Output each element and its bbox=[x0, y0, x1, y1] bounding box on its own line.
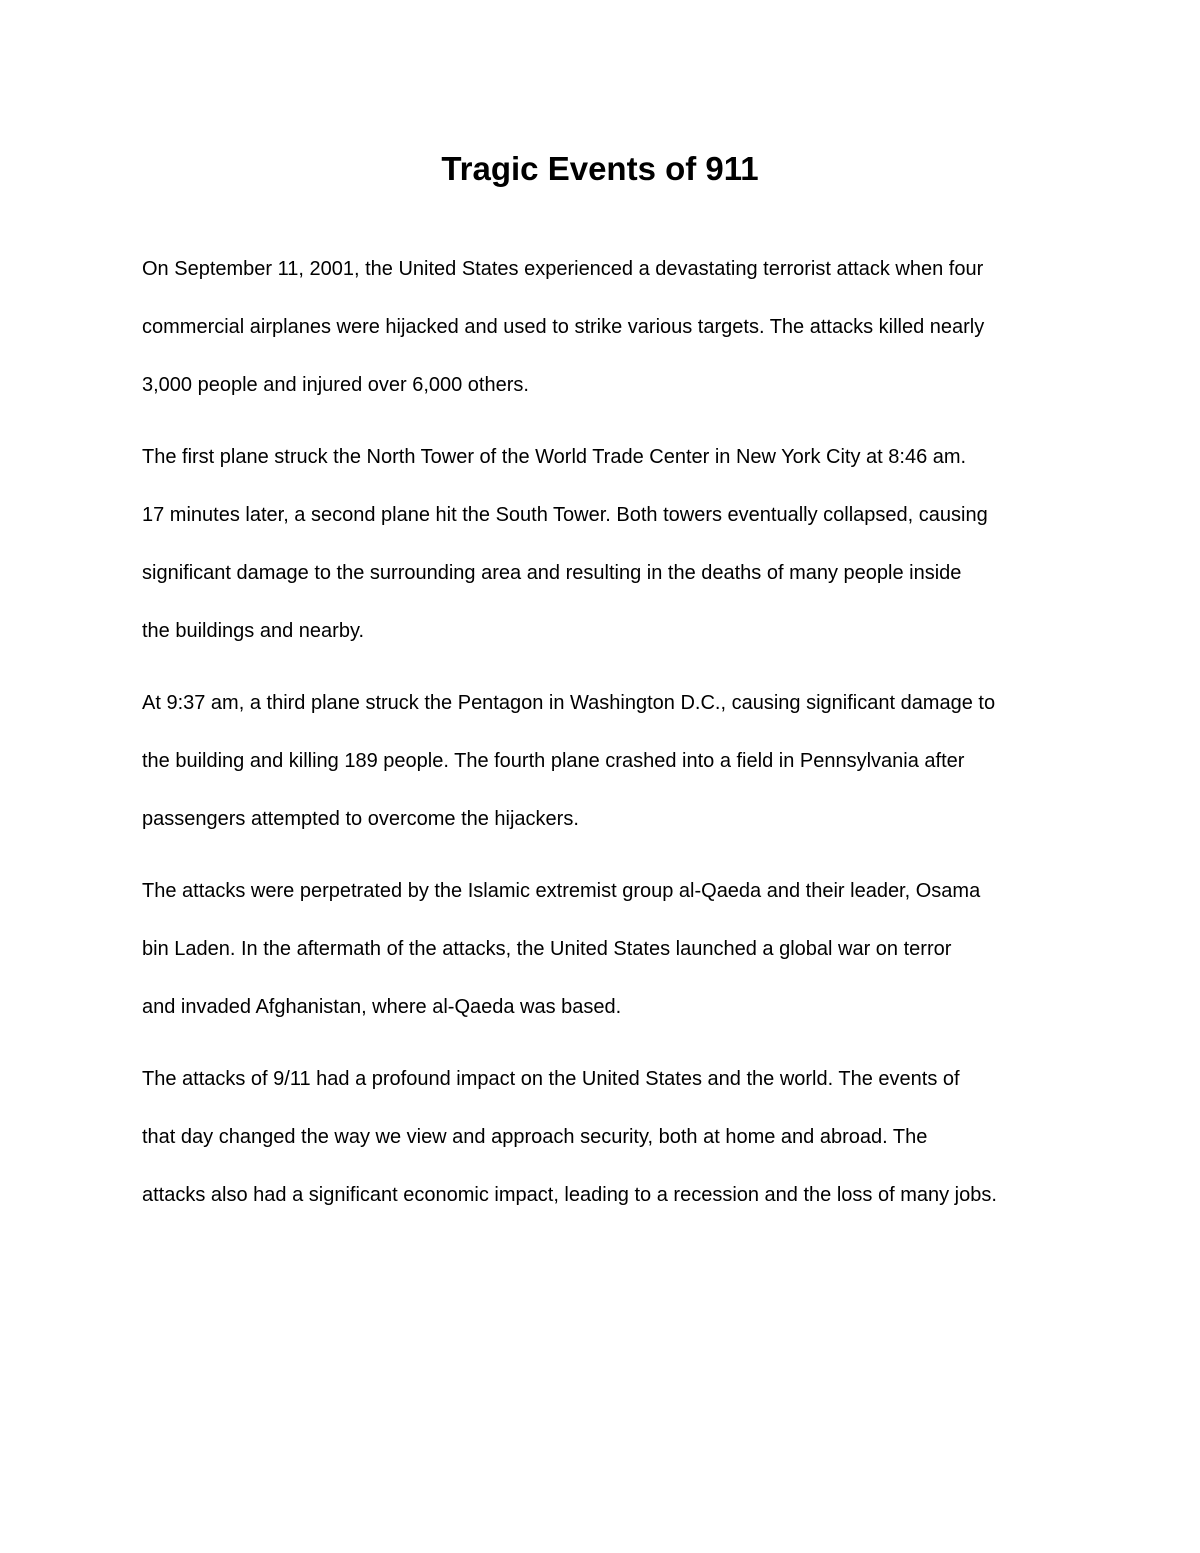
text-line: At 9:37 am, a third plane struck the Pentagon in Washington D.C., causing significant damage to bbox=[142, 692, 996, 714]
text-line: the building and killing 189 people. The fourth plane crashed into a field in Pennsylvania after bbox=[142, 750, 965, 772]
text-line: that day changed the way we view and approach security, both at home and abroad. The bbox=[142, 1126, 928, 1148]
text-line: On September 11, 2001, the United States experienced a devastating terrorist attack when four bbox=[142, 258, 984, 280]
text-line: The attacks of 9/11 had a profound impact on the United States and the world. The events of bbox=[142, 1068, 960, 1090]
text-line: passengers attempted to overcome the hijackers. bbox=[142, 808, 579, 830]
text-line: 17 minutes later, a second plane hit the South Tower. Both towers eventually collapsed, causing bbox=[142, 504, 988, 526]
text-line: 3,000 people and injured over 6,000 others. bbox=[142, 374, 529, 396]
paragraph-impact bbox=[142, 1050, 1058, 1224]
text-line: The attacks were perpetrated by the Islamic extremist group al-Qaeda and their leader, Osama bbox=[142, 880, 981, 902]
paragraph-perpetrators bbox=[142, 862, 1058, 1036]
paragraph-world-trade-center bbox=[142, 428, 1058, 660]
text-line: The first plane struck the North Tower of the World Trade Center in New York City at 8:46 am. bbox=[142, 446, 967, 468]
text-line: commercial airplanes were hijacked and used to strike various targets. The attacks killed nearly bbox=[142, 316, 985, 338]
document-title: Tragic Events of 911 bbox=[441, 150, 759, 187]
text-line: the buildings and nearby. bbox=[142, 620, 365, 642]
document-body bbox=[142, 240, 1058, 1238]
text-line: significant damage to the surrounding area and resulting in the deaths of many people inside bbox=[142, 562, 962, 584]
paragraph-attack-overview bbox=[142, 240, 1058, 414]
paragraph-pentagon-pennsylvania bbox=[142, 674, 1058, 848]
text-line: and invaded Afghanistan, where al-Qaeda was based. bbox=[142, 996, 622, 1018]
text-line: attacks also had a significant economic impact, leading to a recession and the loss of many jobs. bbox=[142, 1184, 997, 1206]
text-line: bin Laden. In the aftermath of the attacks, the United States launched a global war on terror bbox=[142, 938, 952, 960]
